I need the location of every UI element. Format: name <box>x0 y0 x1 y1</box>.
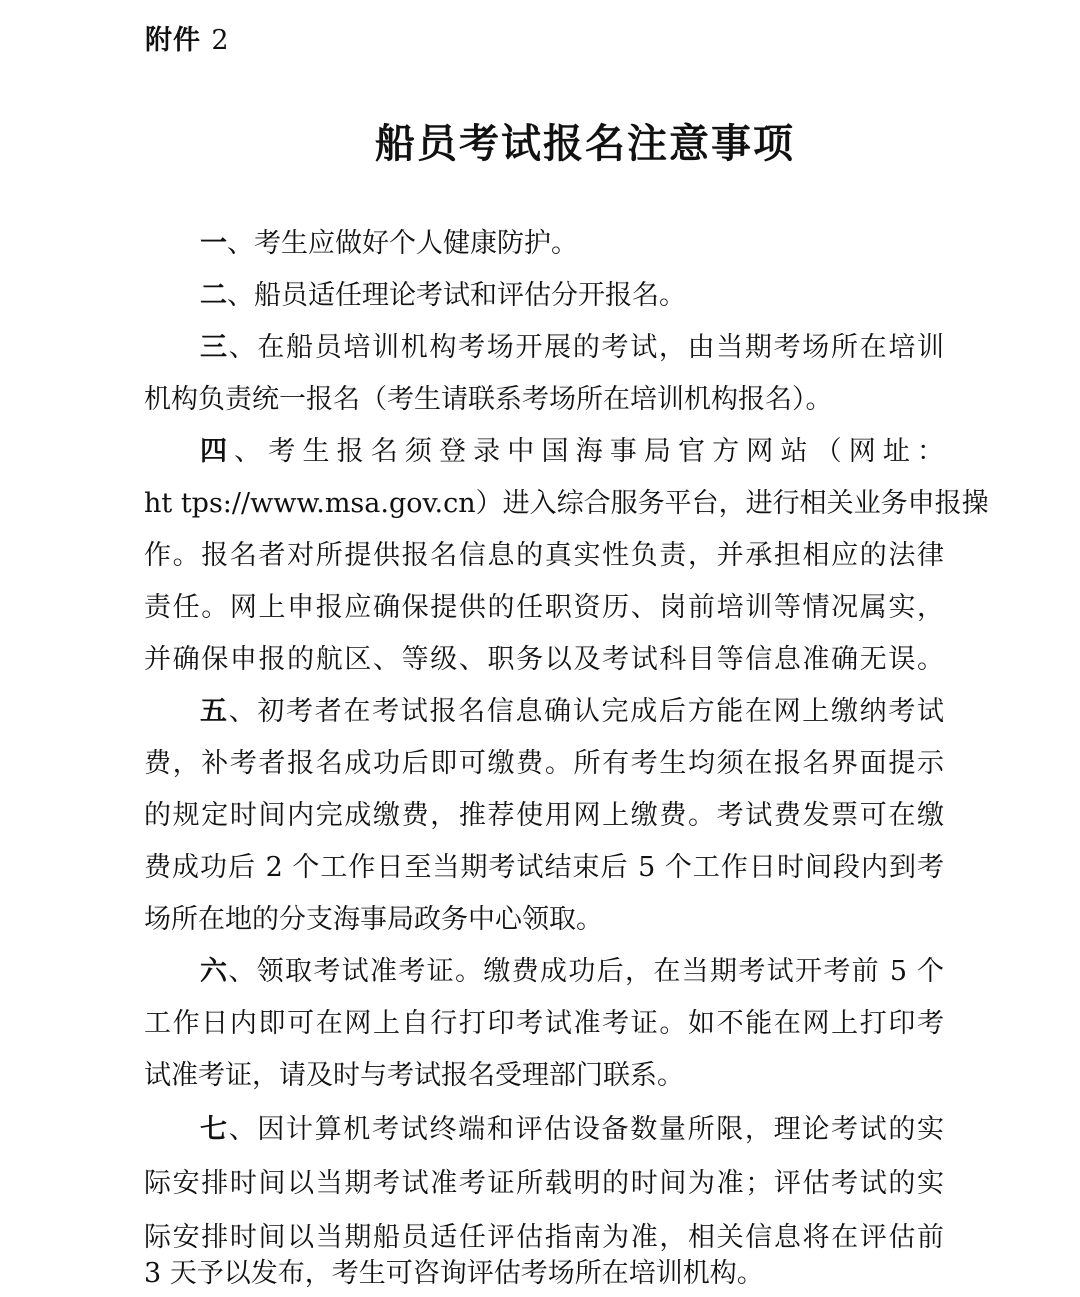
paragraph-1-text: 、考生应做好个人健康防护。 <box>227 228 578 259</box>
paragraph-5-line-3: 的规定时间内完成缴费，推荐使用网上缴费。考试费发票可在缴 <box>144 800 944 831</box>
paragraph-5-line-2: 费，补考者报名成功后即可缴费。所有考生均须在报名界面提示 <box>144 748 944 779</box>
section-number-5: 五 <box>200 696 229 727</box>
paragraph-3-text: 、在船员培训机构考场开展的考试，由当期考场所在培训 <box>228 332 945 363</box>
paragraph-6-line-1 <box>200 952 944 992</box>
paragraph-7-line-1 <box>200 1110 944 1150</box>
paragraph-4-text: 、考生报名须登录中国海事局官方网站（网址： <box>234 436 945 467</box>
paragraph-3-line-2: 机构负责统一报名（考生请联系考场所在培训机构报名）。 <box>144 384 833 415</box>
paragraph-4-line-2: ht tps://www.msa.gov.cn）进入综合服务平台，进行相关业务申报操 <box>144 488 989 519</box>
paragraph-5-text: 、初考者在考试报名信息确认完成后方能在网上缴纳考试 <box>228 696 945 727</box>
section-number-4: 四 <box>200 436 235 467</box>
paragraph-4-line-5: 并确保申报的航区、等级、职务以及考试科目等信息准确无误。 <box>144 644 944 675</box>
paragraph-5-line-5: 场所在地的分支海事局政务中心领取。 <box>144 904 603 935</box>
paragraph-2-line-1 <box>200 276 686 316</box>
paragraph-4-line-1 <box>200 432 944 472</box>
paragraph-6-line-3: 试准考证，请及时与考试报名受理部门联系。 <box>144 1060 684 1091</box>
section-number-3: 三 <box>200 332 229 363</box>
attachment-label <box>145 18 230 57</box>
section-number-1: 一 <box>200 228 227 259</box>
paragraph-7-line-3: 际安排时间以当期船员适任评估指南为准，相关信息将在评估前 <box>144 1222 944 1253</box>
paragraph-1-line-1 <box>200 224 578 264</box>
page-title: 船员考试报名注意事项 <box>375 120 795 167</box>
section-number-7: 七 <box>200 1114 229 1145</box>
paragraph-7-line-4: 3 天予以发布，考生可咨询评估考场所在培训机构。 <box>144 1258 764 1289</box>
paragraph-2-text: 、船员适任理论考试和评估分开报名。 <box>227 280 686 311</box>
paragraph-4-line-4: 责任。网上申报应确保提供的任职资历、岗前培训等情况属实， <box>144 592 944 623</box>
attachment-label-text: 附件 <box>145 25 201 56</box>
paragraph-3-line-1 <box>200 328 944 368</box>
paragraph-6-line-2: 工作日内即可在网上自行打印考试准考证。如不能在网上打印考 <box>144 1008 944 1039</box>
attachment-number: 2 <box>211 25 230 56</box>
section-number-6: 六 <box>200 956 229 987</box>
paragraph-6-text: 、领取考试准考证。缴费成功后，在当期考试开考前 5 个 <box>228 956 945 987</box>
section-number-2: 二 <box>200 280 227 311</box>
paragraph-5-line-4: 费成功后 2 个工作日至当期考试结束后 5 个工作日时间段内到考 <box>144 852 944 883</box>
paragraph-5-line-1 <box>200 692 944 732</box>
paragraph-4-line-3: 作。报名者对所提供报名信息的真实性负责，并承担相应的法律 <box>144 540 944 571</box>
paragraph-7-text: 、因计算机考试终端和评估设备数量所限，理论考试的实 <box>228 1114 945 1145</box>
paragraph-7-line-2: 际安排时间以当期考试准考证所载明的时间为准；评估考试的实 <box>144 1168 944 1199</box>
